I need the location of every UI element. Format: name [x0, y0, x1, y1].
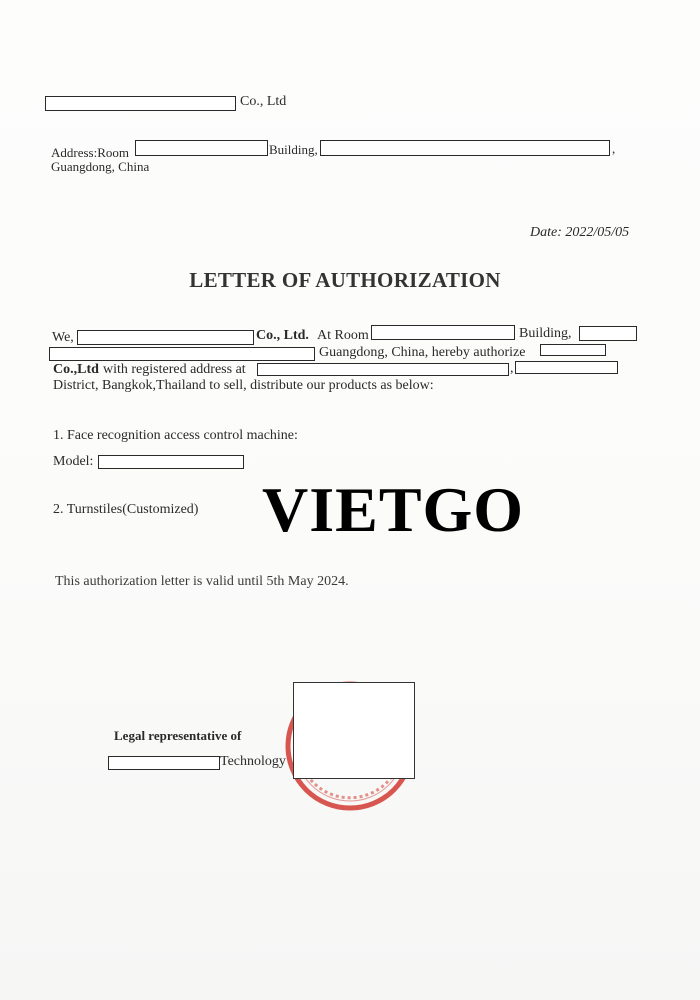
body-district-line: District, Bangkok,Thailand to sell, distribute our products as below: [53, 378, 434, 393]
signature-technology: Technology [220, 754, 286, 769]
vietgo-watermark: VIETGO [262, 474, 525, 545]
validity-statement: This authorization letter is valid until 5th May 2024. [55, 574, 349, 589]
redacted-representative-company [108, 756, 220, 770]
redacted-authorized-company [540, 344, 606, 356]
body-co-ltd: Co., Ltd. [256, 328, 309, 343]
body-co-ltd-2: Co.,Ltd [53, 362, 99, 377]
redacted-room-body [371, 325, 515, 340]
redacted-address-street [320, 140, 610, 156]
redacted-company-name [45, 96, 236, 111]
redacted-signature-box [293, 682, 415, 779]
header-company-suffix: Co., Ltd [240, 94, 287, 109]
body-comma: , [510, 361, 514, 376]
body-building: Building, [519, 326, 572, 341]
redacted-building-body [579, 326, 637, 341]
model-label: Model: [53, 454, 94, 469]
body-at-room: At Room [317, 328, 369, 343]
address-line-2: Guangdong, China [51, 159, 150, 174]
redacted-company-name-body [77, 330, 254, 345]
redacted-room-number [135, 140, 268, 156]
letter-date: Date: 2022/05/05 [530, 225, 630, 240]
item-face-recognition: 1. Face recognition access control machine: [53, 428, 298, 443]
body-we: We, [52, 330, 74, 345]
address-prefix: Address:Room [51, 145, 129, 160]
item-turnstiles: 2. Turnstiles(Customized) [53, 502, 199, 517]
body-guangdong-authorize: Guangdong, China, hereby authorize [319, 345, 526, 360]
legal-representative-label: Legal representative of [114, 728, 242, 743]
redacted-model-number [98, 455, 244, 469]
redacted-address-extra [515, 361, 618, 374]
address-trailing-comma: , [612, 141, 616, 156]
letter-title: LETTER OF AUTHORIZATION [189, 268, 501, 292]
body-registered-address: with registered address at [103, 362, 246, 377]
redacted-registered-address [257, 363, 509, 376]
redacted-street-body [49, 347, 315, 361]
address-building-label: Building, [269, 142, 318, 157]
